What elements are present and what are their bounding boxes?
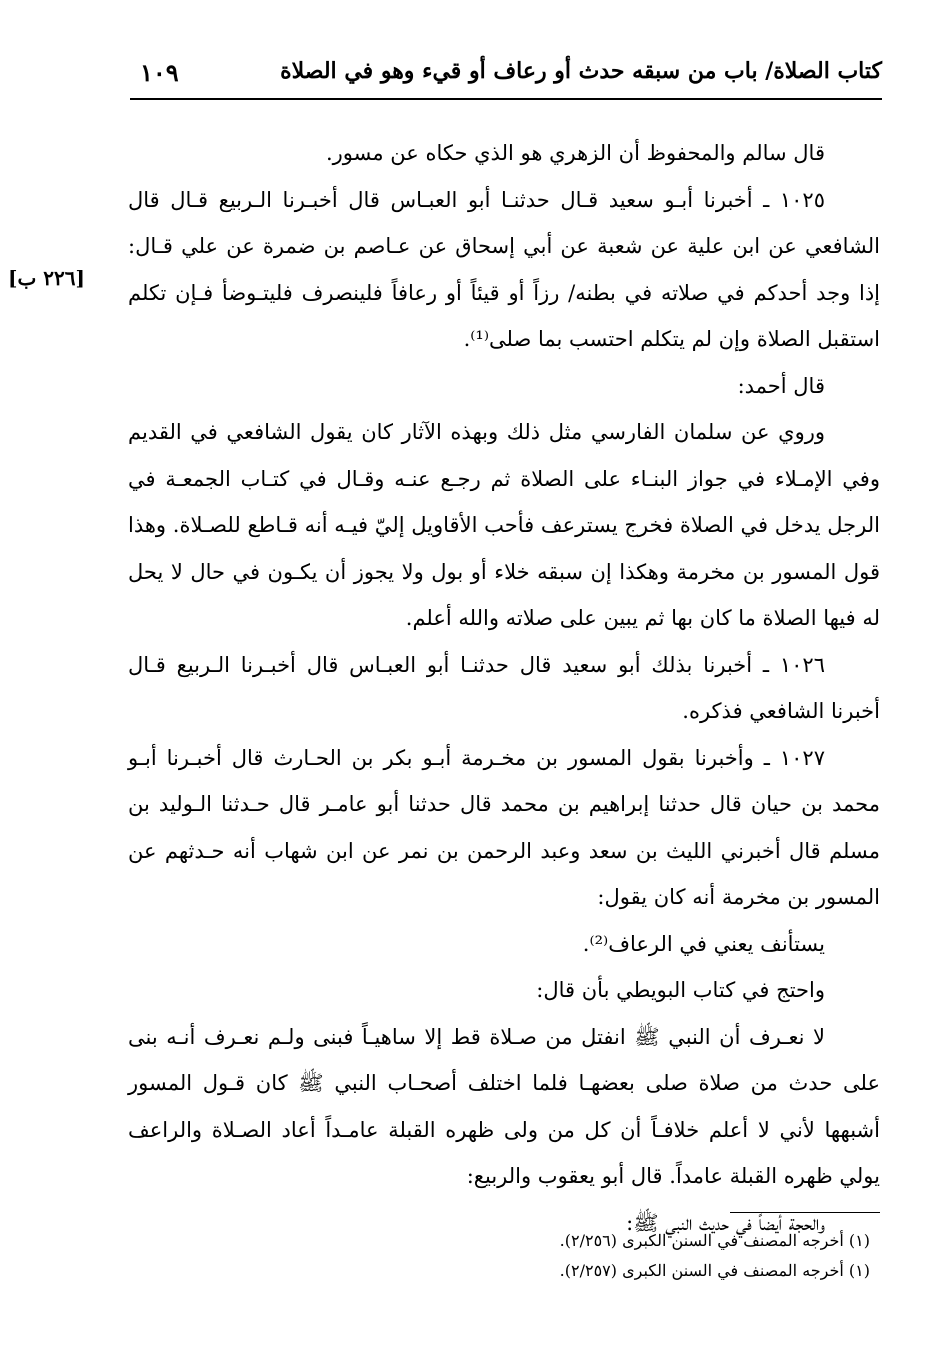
footnote-rule (730, 1212, 880, 1213)
paragraph-buwayti: واحتج في كتاب البويطي بأن قال: (536, 978, 825, 1002)
main-text (128, 130, 880, 1246)
manuscript-folio-marker: [٢٢٦ ب] (8, 266, 85, 290)
footnote-2: (١) أخرجه المصنف في السنن الكبرى (٢/٢٥٧). (559, 1261, 870, 1280)
paragraph-hujja: والحجة أيضاً في حديث النبي ﷺ: (626, 1210, 825, 1235)
paragraph-salim: قال سالم والمحفوظ أن الزهري هو الذي حكاه عن مسور. (325, 141, 825, 165)
page-number: ١٠٩ (140, 58, 179, 87)
paragraph-qala-ahmad: قال أحمد: (737, 373, 825, 398)
hadith-1027: ١٠٢٧ ـ وأخبرنا بقول المسور بن مخـرمة أبـو بكر بن الحـارث قال أخبـرنا أبـو محمد بن حيان قال حدثنا إبراهيم بن محمد قال حدثنا أبو عامـر قال حـدثنا الـوليد بن مسلم قال أخبرني الليث بن سعد وعبد الرحمن بن نمر عن ابن شهاب أنه حـدثهم عن المسور بن مخرمة أنه كان يقول: (128, 745, 880, 909)
footnote-1: (١) أخرجه المصنف في السنن الكبرى (٢/٢٥٦). (559, 1231, 870, 1250)
paragraph-yastanif: يستأنف يعني في الرعاف⁽²⁾. (582, 931, 825, 956)
hadith-1026: ١٠٢٦ ـ أخبرنا بذلك أبو سعيد قال حدثنـا أبو العبـاس قال أخبـرنا الـربيع قـال أخبرنا الشافعي فذكره. (128, 652, 880, 723)
footnotes (380, 1226, 870, 1286)
paragraph-salman: وروي عن سلمان الفارسي مثل ذلك وبهذه الآثار كان يقول الشافعي في القديم وفي الإمـلاء في جواز البنـاء على الصلاة ثم رجـع عنـه وقـال في كتـاب الجمعـة في الرجل يدخل في الصلاة فخرج يسترعف فأحب الأقاويل إليّ فيـه أنه قـاطع للصـلاة. وهذا قول المسور بن مخرمة وهكذا إن سبقه خلاء أو بول ولا يجوز أن يكـون في حال لا يحل له فيها الصلاة ما كان بها ثم يبين على صلاته والله أعلم. (128, 420, 880, 630)
header-rule (130, 98, 882, 100)
header-title: كتاب الصلاة/ باب من سبقه حدث أو رعاف أو قيء وهو في الصلاة (280, 58, 882, 84)
running-header (130, 58, 882, 98)
hadith-1025: ١٠٢٥ ـ أخبرنا أبـو سعيد قـال حدثنـا أبو العبـاس قال أخبـرنا الـربيع قـال قال الشافعي عن ابن علية عن شعبة عن أبي إسحاق عن عـاصم بن ضمرة عن علي قـال: إذا وجد أحدكم في صلاته في بطنه/ رزاً أو قيئاً أو رعافاً فلينصرف فليتـوضأ فـإن تكلم استقبل الصلاة وإن لم يتكلم احتسب بما صلى⁽¹⁾. (128, 187, 880, 351)
paragraph-la-naarif: لا نعـرف أن النبي ﷺ انفتل من صـلاة قط إلا ساهيـاً فبنى ولـم نعـرف أنـه بنى على حدث من صلاة صلى بعضهـا فلما اختلف أصحـاب النبي ﷺ كان قـول المسور أشبهها لأني لا أعلم خلافـاً أن كل من ولى ظهره القبلة عامـداً أعاد الصـلاة والراعف يولي ظهره القبلة عامداً. قال أبو يعقوب والربيع: (128, 1024, 880, 1188)
